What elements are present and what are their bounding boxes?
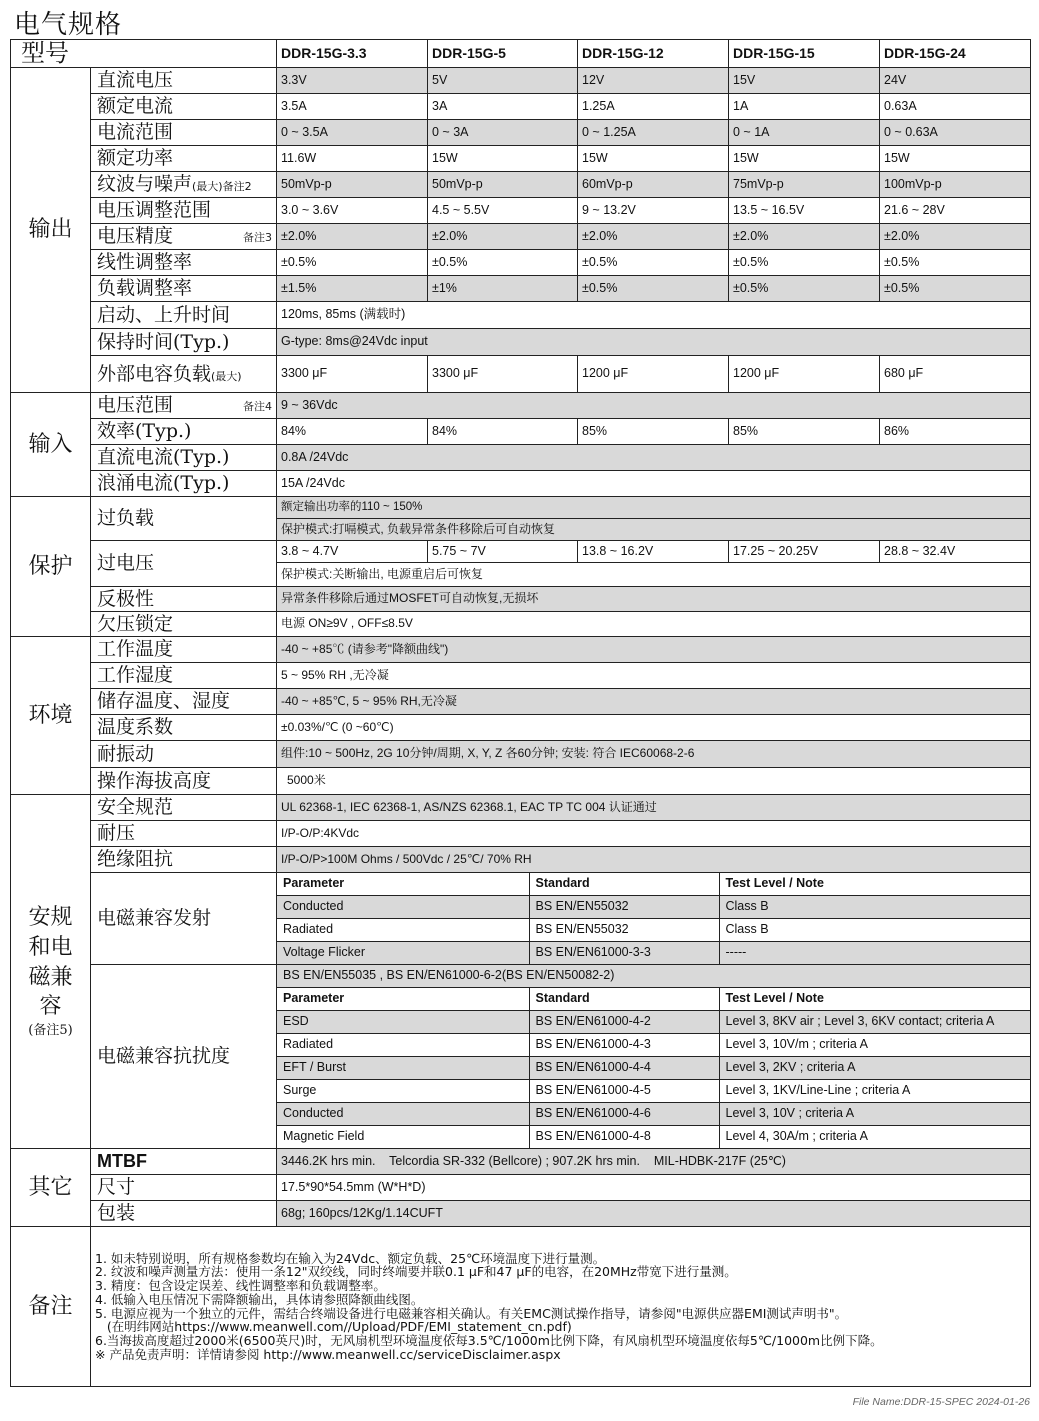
value-cell: 额定输出功率的110 ~ 150%: [277, 497, 1031, 519]
note-line: 5. 电源应视为一个独立的元件，需结合终端设备进行电磁兼容相关确认。有关EMC测试操作指导，请参阅"电源供应器EMI测试声明书"。: [95, 1305, 848, 1321]
row-label-text: 外部电容负载: [97, 362, 212, 385]
value-cell: 11.6W: [277, 146, 428, 172]
row-label: 效率(Typ.): [91, 419, 277, 445]
column-header: Standard: [529, 873, 719, 896]
row-label: 欠压锁定: [91, 612, 277, 637]
emc-immunity-table: [277, 965, 1030, 1148]
note-line: 6.当海拔高度超过2000米(6500英尺)时，无风扇机型环境温度依每3.5℃/1000m比例下降，有风扇机型环境温度依每5℃/1000m比例下降。: [95, 1333, 883, 1348]
table-row: [277, 1034, 1030, 1057]
row-label: 温度系数: [91, 715, 277, 741]
output-dc-voltage-row: [11, 68, 1031, 94]
category-line: 容: [39, 994, 62, 1020]
table-cell: Conducted: [277, 1103, 529, 1126]
table-cell: BS EN/EN61000-4-6: [529, 1103, 719, 1126]
emc-emission-table-cell: [277, 873, 1031, 965]
table-row: [277, 1057, 1030, 1080]
table-cell: BS EN/EN61000-4-8: [529, 1126, 719, 1149]
spec-table: [10, 39, 1031, 1387]
table-cell: Radiated: [277, 919, 529, 942]
value-cell: 84%: [428, 419, 578, 445]
row-label-text: 电压范围: [97, 394, 174, 417]
value-cell: G-type: 8ms@24Vdc input: [277, 329, 1031, 356]
others-category: 其它: [11, 1149, 91, 1227]
value-cell: 15W: [428, 146, 578, 172]
table-row: [277, 919, 1030, 942]
model-name: DDR-15G-5: [428, 40, 578, 68]
value-cell: 12V: [578, 68, 729, 94]
row-label: [91, 172, 277, 198]
value-cell: 3.8 ~ 4.7V: [277, 541, 428, 563]
note-ref: 备注2: [222, 180, 252, 194]
value-cell: ±2.0%: [729, 224, 880, 250]
table-cell: BS EN/EN55035 , BS EN/EN61000-6-2(BS EN/EN50082-2): [277, 965, 1030, 988]
notes-category: 备注: [11, 1227, 91, 1387]
env-temp-coef-row: [11, 715, 1031, 741]
table-cell: Magnetic Field: [277, 1126, 529, 1149]
value-cell: 15W: [729, 146, 880, 172]
note-line: 3. 精度：包含设定误差、线性调整率和负载调整率。: [95, 1278, 386, 1293]
table-row: [277, 1011, 1030, 1034]
notes-cell: [91, 1227, 1031, 1387]
value-cell: 3.0 ~ 3.6V: [277, 198, 428, 224]
emc-immunity-table-cell: [277, 965, 1031, 1149]
value-cell: 9 ~ 36Vdc: [277, 393, 1031, 419]
model-name: DDR-15G-3.3: [277, 40, 428, 68]
value-cell: 50mVp-p: [277, 172, 428, 198]
table-cell: EFT / Burst: [277, 1057, 529, 1080]
value-cell: 84%: [277, 419, 428, 445]
value-cell: 24V: [880, 68, 1031, 94]
value-cell: I/P-O/P:4KVdc: [277, 821, 1031, 847]
value-cell: ±2.0%: [578, 224, 729, 250]
output-voltage-tol-row: [11, 224, 1031, 250]
value-cell: 120ms, 85ms (满载时): [277, 302, 1031, 329]
value-cell: -40 ~ +85℃ (请参考"降额曲线"): [277, 637, 1031, 663]
row-label: [91, 393, 277, 419]
table-row: [277, 1080, 1030, 1103]
value-cell: 0 ~ 0.63A: [880, 120, 1031, 146]
category-line: 磁兼: [28, 964, 73, 990]
value-cell: 3300 μF: [277, 356, 428, 393]
row-label: 直流电压: [91, 68, 277, 94]
value-cell: 60mVp-p: [578, 172, 729, 198]
table-cell: BS EN/EN61000-4-4: [529, 1057, 719, 1080]
note-line: ※ 产品免责声明：详情请参阅 http://www.meanwell.cc/serviceDisclaimer.aspx: [95, 1346, 561, 1362]
model-name: DDR-15G-24: [880, 40, 1031, 68]
value-cell: 50mVp-p: [428, 172, 578, 198]
row-label: 电压调整范围: [91, 198, 277, 224]
value-cell: 68g; 160pcs/12Kg/1.14CUFT: [277, 1201, 1031, 1227]
value-cell: 17.5*90*54.5mm (W*H*D): [277, 1175, 1031, 1201]
value-cell: 1.25A: [578, 94, 729, 120]
output-line-reg-row: [11, 250, 1031, 276]
row-label: 浪涌电流(Typ.): [91, 471, 277, 497]
row-label: 电流范围: [91, 120, 277, 146]
value-cell: 28.8 ~ 32.4V: [880, 541, 1031, 563]
output-cap-load-row: [11, 356, 1031, 393]
model-name: DDR-15G-15: [729, 40, 880, 68]
value-cell: 85%: [578, 419, 729, 445]
output-ripple-row: [11, 172, 1031, 198]
value-cell: ±0.5%: [729, 250, 880, 276]
value-cell: 86%: [880, 419, 1031, 445]
value-cell: ±1.5%: [277, 276, 428, 302]
table-cell: ESD: [277, 1011, 529, 1034]
protection-overvoltage-row: [11, 541, 1031, 563]
row-label: 尺寸: [91, 1175, 277, 1201]
table-row: [277, 942, 1030, 965]
value-cell: ±0.5%: [578, 250, 729, 276]
table-header-row: [277, 873, 1030, 896]
value-cell: 0.8A /24Vdc: [277, 445, 1031, 471]
value-cell: 电源 ON≥9V , OFF≤8.5V: [277, 612, 1031, 637]
value-cell: 5 ~ 95% RH ,无冷凝: [277, 663, 1031, 689]
others-dimension-row: [11, 1175, 1031, 1201]
value-cell: I/P-O/P>100M Ohms / 500Vdc / 25℃/ 70% RH: [277, 847, 1031, 873]
page-title: 电气规格: [14, 10, 123, 40]
value-cell: 0 ~ 1.25A: [578, 120, 729, 146]
value-cell: 1200 μF: [729, 356, 880, 393]
value-cell: 15W: [578, 146, 729, 172]
value-cell: 15W: [880, 146, 1031, 172]
value-cell: 1A: [729, 94, 880, 120]
row-label-sub: (最大): [211, 369, 242, 383]
value-cell: 15A /24Vdc: [277, 471, 1031, 497]
value-cell: UL 62368-1, IEC 62368-1, AS/NZS 62368.1, EAC TP TC 004 认证通过: [277, 795, 1031, 821]
others-packing-row: [11, 1201, 1031, 1227]
row-label: 包装: [91, 1201, 277, 1227]
row-label: 耐压: [91, 821, 277, 847]
protection-overload-row: [11, 497, 1031, 519]
row-label: 额定电流: [91, 94, 277, 120]
value-cell: 0 ~ 1A: [729, 120, 880, 146]
value-cell: 21.6 ~ 28V: [880, 198, 1031, 224]
value-cell: ±2.0%: [277, 224, 428, 250]
model-label: 型号: [11, 40, 277, 68]
output-rated-current-row: [11, 94, 1031, 120]
row-label: 线性调整率: [91, 250, 277, 276]
table-cell: Radiated: [277, 1034, 529, 1057]
value-cell: ±0.03%/℃ (0 ~60℃): [277, 715, 1031, 741]
table-row: [277, 896, 1030, 919]
row-label: 储存温度、湿度: [91, 689, 277, 715]
row-label: 保持时间(Typ.): [91, 329, 277, 356]
value-cell: 3.3V: [277, 68, 428, 94]
value-cell: 13.8 ~ 16.2V: [578, 541, 729, 563]
safety-category: [11, 795, 91, 1149]
column-header: Test Level / Note: [719, 988, 1030, 1011]
category-line: 安规: [28, 905, 73, 931]
table-cell: Surge: [277, 1080, 529, 1103]
value-cell: 0.63A: [880, 94, 1031, 120]
table-cell: Class B: [719, 896, 1030, 919]
input-dc-current-row: [11, 445, 1031, 471]
table-cell: Level 4, 30A/m ; criteria A: [725, 1129, 868, 1144]
value-cell: 3A: [428, 94, 578, 120]
table-cell: BS EN/EN61000-3-3: [529, 942, 719, 965]
notes-row: [11, 1227, 1031, 1387]
table-cell: Voltage Flicker: [277, 942, 529, 965]
protection-reverse-row: [11, 587, 1031, 612]
table-cell: -----: [719, 942, 1030, 965]
value-cell: 100mVp-p: [880, 172, 1031, 198]
env-temp-row: [11, 637, 1031, 663]
table-cell: BS EN/EN55032: [529, 896, 719, 919]
table-cell: BS EN/EN61000-4-3: [529, 1034, 719, 1057]
row-label: 工作温度: [91, 637, 277, 663]
others-mtbf-row: [11, 1149, 1031, 1175]
table-cell: BS EN/EN61000-4-2: [529, 1011, 719, 1034]
value-cell: 3446.2K hrs min. Telcordia SR-332 (Bellcore) ; 907.2K hrs min. MIL-HDBK-217F (25℃): [277, 1149, 1031, 1175]
row-label: [91, 224, 277, 250]
table-cell: Class B: [719, 919, 1030, 942]
value-cell: 17.25 ~ 20.25V: [729, 541, 880, 563]
column-header: Standard: [529, 988, 719, 1011]
row-label: 负载调整率: [91, 276, 277, 302]
table-cell: Level 3, 8KV air ; Level 3, 6KV contact; criteria A: [719, 1011, 1030, 1034]
value-cell: 9 ~ 13.2V: [578, 198, 729, 224]
value-cell: ±1%: [428, 276, 578, 302]
env-vibration-row: [11, 741, 1031, 768]
value-cell: 1200 μF: [578, 356, 729, 393]
row-label: 耐振动: [91, 741, 277, 768]
table-row: [277, 1103, 1030, 1126]
value-cell: 0 ~ 3A: [428, 120, 578, 146]
input-category: 输入: [11, 393, 91, 497]
note-ref: 备注3: [243, 231, 272, 245]
row-label-text: 电压精度: [97, 225, 174, 248]
row-label: 过电压: [91, 541, 277, 587]
column-header: Test Level / Note: [719, 873, 1030, 896]
value-cell: ±0.5%: [428, 250, 578, 276]
output-voltage-adj-row: [11, 198, 1031, 224]
value-cell: ±0.5%: [277, 250, 428, 276]
row-label: [91, 356, 277, 393]
environment-category: 环境: [11, 637, 91, 795]
note-line: 1. 如未特别说明，所有规格参数均在输入为24Vdc、额定负载、25℃环境温度下进行量测。: [95, 1250, 606, 1266]
note-line: 2. 纹波和噪声测量方法：使用一条12"双绞线，同时终端要并联0.1 μF和47 μF的电容，在20MHz带宽下进行量测。: [95, 1264, 737, 1280]
value-cell: 5.75 ~ 7V: [428, 541, 578, 563]
input-voltage-range-row: [11, 393, 1031, 419]
output-current-range-row: [11, 120, 1031, 146]
value-cell: 组件:10 ~ 500Hz, 2G 10分钟/周期, X, Y, Z 各60分钟; 安装: 符合 IEC60068-2-6: [277, 741, 1031, 768]
row-label: 电磁兼容发射: [91, 873, 277, 965]
model-row: [11, 40, 1031, 68]
value-cell: ±0.5%: [880, 276, 1031, 302]
table-cell: Level 3, 10V/m ; criteria A: [719, 1034, 1030, 1057]
table-cell: Conducted: [277, 896, 529, 919]
row-label: 工作湿度: [91, 663, 277, 689]
footer-file-name: File Name:DDR-15-SPEC 2024-01-26: [852, 1396, 1030, 1408]
value-cell: 异常条件移除后通过MOSFET可自动恢复,无损坏: [277, 587, 1031, 612]
emc-emission-row: [11, 873, 1031, 965]
value-cell: 0 ~ 3.5A: [277, 120, 428, 146]
note-line: (在明纬网站https://www.meanwell.com//Upload/PDF/EMI_statement_cn.pdf): [95, 1319, 572, 1335]
row-label: 反极性: [91, 587, 277, 612]
table-cell: Level 3, 10V ; criteria A: [719, 1103, 1030, 1126]
value-cell: 保护模式:关断输出, 电源重启后可恢复: [277, 563, 1031, 587]
row-label-sub: (最大): [192, 180, 223, 194]
value-cell: 5V: [428, 68, 578, 94]
value-cell: ±2.0%: [880, 224, 1031, 250]
row-label: 过负载: [91, 497, 277, 541]
row-label: 启动、上升时间: [91, 302, 277, 329]
value-cell: 保护模式:打嗝模式, 负载异常条件移除后可自动恢复: [277, 519, 1031, 541]
value-cell: -40 ~ +85℃, 5 ~ 95% RH,无冷凝: [277, 689, 1031, 715]
env-humidity-row: [11, 663, 1031, 689]
table-cell: Level 3, 2KV ; criteria A: [719, 1057, 1030, 1080]
row-label: 绝缘阻抗: [91, 847, 277, 873]
safety-withstand-row: [11, 821, 1031, 847]
emc-immunity-row: [11, 965, 1031, 1149]
table-row: [277, 1126, 1030, 1149]
column-header: Parameter: [277, 988, 529, 1011]
row-label: MTBF: [91, 1149, 277, 1175]
value-cell: 13.5 ~ 16.5V: [729, 198, 880, 224]
value-cell: 85%: [729, 419, 880, 445]
output-rated-power-row: [11, 146, 1031, 172]
value-cell: ±0.5%: [729, 276, 880, 302]
table-cell: BS EN/EN61000-4-5: [529, 1080, 719, 1103]
output-load-reg-row: [11, 276, 1031, 302]
value-cell: ±0.5%: [880, 250, 1031, 276]
row-label: 直流电流(Typ.): [91, 445, 277, 471]
row-label-text: 纹波与噪声: [97, 173, 193, 196]
row-label: 操作海拔高度: [91, 768, 277, 795]
env-storage-row: [11, 689, 1031, 715]
category-line: 和电: [28, 935, 73, 961]
table-cell: Level 3, 1KV/Line-Line ; criteria A: [719, 1080, 1030, 1103]
env-altitude-row: [11, 768, 1031, 795]
table-cell: BS EN/EN55032: [529, 919, 719, 942]
safety-isolation-row: [11, 847, 1031, 873]
output-hold-row: [11, 329, 1031, 356]
output-setup-row: [11, 302, 1031, 329]
value-cell: 680 μF: [880, 356, 1031, 393]
protection-uvlo-row: [11, 612, 1031, 637]
category-note: (备注5): [28, 1023, 73, 1039]
value-cell: 15V: [729, 68, 880, 94]
model-name: DDR-15G-12: [578, 40, 729, 68]
column-header: Parameter: [277, 873, 529, 896]
value-cell: 3.5A: [277, 94, 428, 120]
note-ref: 备注4: [243, 400, 272, 414]
row-label: 安全规范: [91, 795, 277, 821]
row-label: 电磁兼容抗扰度: [91, 965, 277, 1149]
value-cell: 75mVp-p: [729, 172, 880, 198]
emc-emission-table: [277, 873, 1030, 964]
safety-standards-row: [11, 795, 1031, 821]
row-label: 额定功率: [91, 146, 277, 172]
value-cell: 4.5 ~ 5.5V: [428, 198, 578, 224]
value-cell: 3300 μF: [428, 356, 578, 393]
table-top-row: [277, 965, 1030, 988]
table-header-row: [277, 988, 1030, 1011]
value-cell: ±2.0%: [428, 224, 578, 250]
input-efficiency-row: [11, 419, 1031, 445]
value-cell: ±0.5%: [578, 276, 729, 302]
output-category: 输出: [11, 68, 91, 393]
protection-category: 保护: [11, 497, 91, 637]
input-inrush-row: [11, 471, 1031, 497]
value-cell: 5000米: [277, 768, 1031, 795]
note-line: 4. 低输入电压情况下需降额输出，具体请参照降额曲线图。: [95, 1291, 424, 1307]
